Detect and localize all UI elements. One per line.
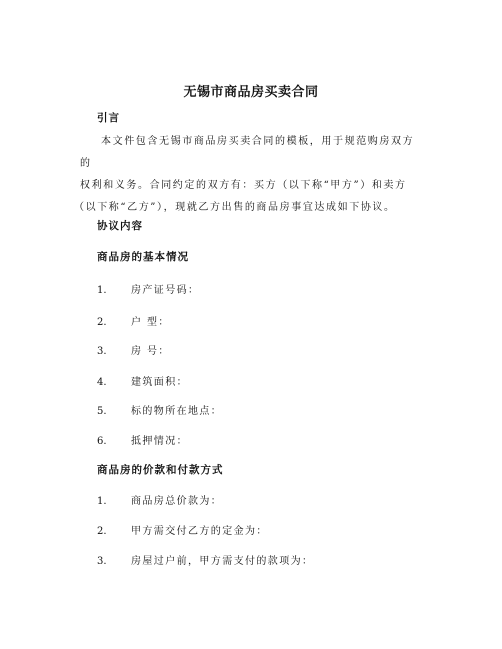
price-payment-heading: 商品房的价款和付款方式 <box>97 464 224 476</box>
list-item-number: 6. <box>97 436 107 447</box>
list-item <box>97 281 199 296</box>
list-item-text: 抵押情况： <box>131 436 188 447</box>
list-item-text: 房产证号码： <box>131 285 200 296</box>
list-item-text: 标的物所在地点： <box>131 406 223 417</box>
list-item-text: 户 型： <box>131 317 170 328</box>
list-item-text: 建筑面积： <box>131 377 188 388</box>
intro-line-3: （以下称“乙方”），现就乙方出售的商品房事宜达成如下协议。 <box>74 202 396 213</box>
intro-heading: 引言 <box>97 112 120 124</box>
list-item-number: 5. <box>97 406 107 417</box>
list-item <box>97 552 313 567</box>
list-item <box>97 402 222 417</box>
list-item <box>97 522 268 537</box>
list-item-number: 4. <box>97 377 107 388</box>
list-item-number: 2. <box>97 317 107 328</box>
list-item <box>97 432 188 447</box>
list-item-number: 1. <box>97 496 107 507</box>
list-item-number: 3. <box>97 346 107 357</box>
agreement-heading: 协议内容 <box>97 220 143 232</box>
list-item <box>97 492 222 507</box>
list-item-text: 商品房总价款为： <box>131 496 223 507</box>
list-item <box>97 313 170 328</box>
list-item <box>97 342 170 357</box>
document-title: 无锡市商品房买卖合同 <box>183 85 319 100</box>
intro-line-2: 权利和义务。合同约定的双方有：买方（以下称“甲方”）和卖方 <box>80 180 407 191</box>
list-item-number: 3. <box>97 556 107 567</box>
list-item-text: 房 号： <box>131 346 170 357</box>
list-item-number: 1. <box>97 285 107 296</box>
intro-line-1: 本文件包含无锡市商品房买卖合同的模板，用于规范购房双方的 <box>80 136 415 169</box>
list-item-text: 甲方需交付乙方的定金为： <box>131 526 268 537</box>
basic-info-heading: 商品房的基本情况 <box>97 251 189 263</box>
list-item-text: 房屋过户前，甲方需支付的款项为： <box>131 556 314 567</box>
intro-paragraph <box>74 131 425 219</box>
list-item <box>97 373 188 388</box>
list-item-number: 2. <box>97 526 107 537</box>
